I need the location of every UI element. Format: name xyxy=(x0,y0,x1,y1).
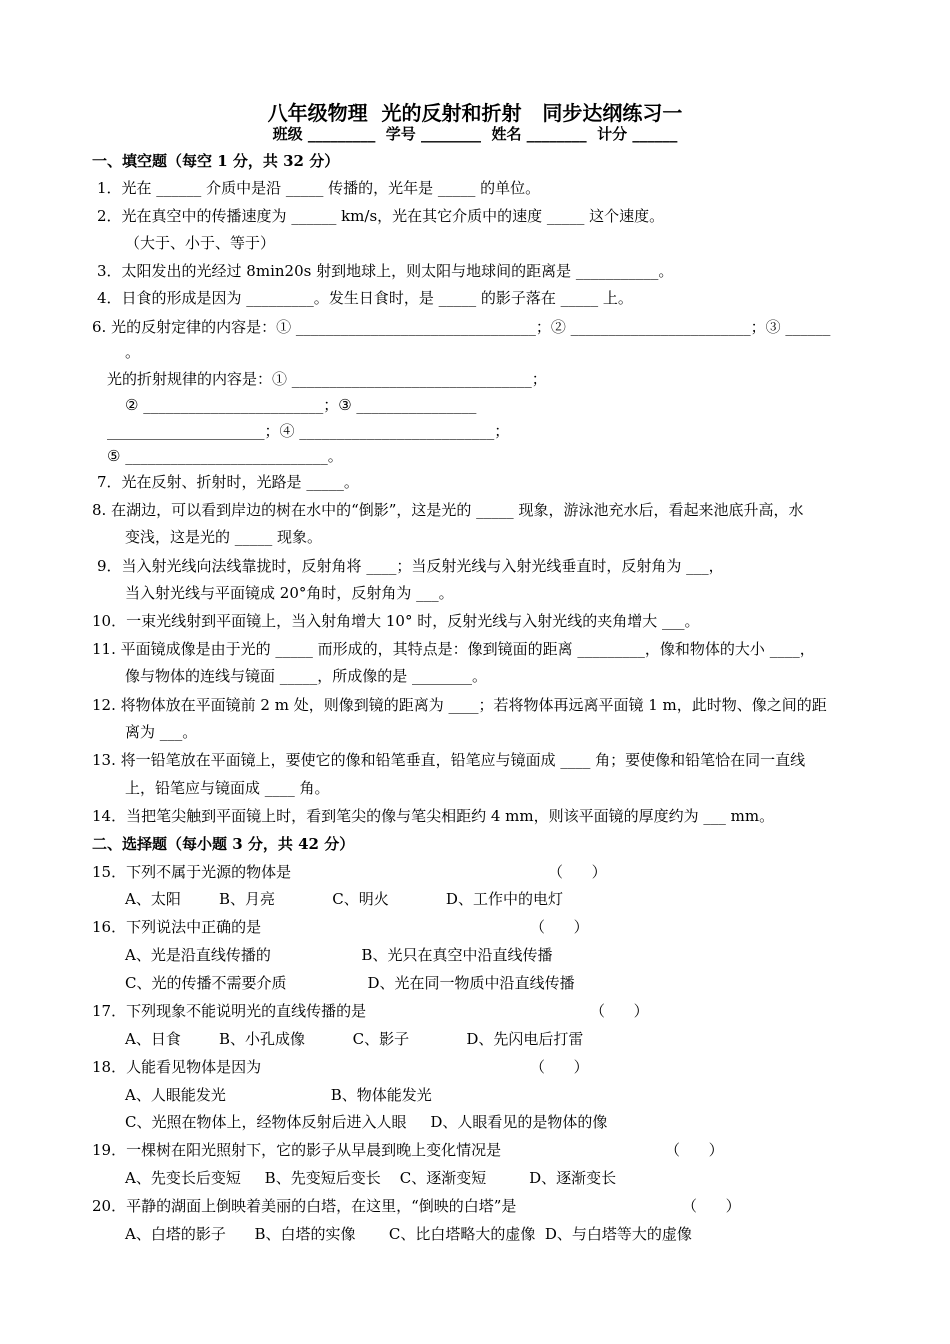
question-20-options: A、白塔的影子 B、白塔的实像 C、比白塔略大的虚像 D、与白塔等大的虚像 xyxy=(125,1225,692,1243)
question-16-options-cd: C、光的传播不需要介质 D、光在同一物质中沿直线传播 xyxy=(125,974,575,992)
question-9-cont: 当入射光线与平面镜成 20°角时，反射角为 ___。 xyxy=(125,584,454,602)
answer-bracket-18: （ ） xyxy=(530,1058,589,1076)
question-16: 16．下列说法中正确的是 xyxy=(92,918,262,936)
question-15: 15．下列不属于光源的物体是 xyxy=(92,863,292,881)
student-info-line: 班级 _________ 学号 ________ 姓名 ________ 计分 ______ xyxy=(272,125,678,143)
section-heading-choice: 二、选择题（每小题 3 分，共 42 分） xyxy=(92,835,355,853)
question-14: 14．当把笔尖触到平面镜上时，看到笔尖的像与笔尖相距约 4 mm，则该平面镜的厚度约为 ___ mm。 xyxy=(92,807,775,825)
answer-bracket-20: （ ） xyxy=(682,1197,741,1215)
question-17-options: A、日食 B、小孔成像 C、影子 D、先闪电后打雷 xyxy=(125,1030,584,1048)
question-20: 20．平静的湖面上倒映着美丽的白塔，在这里，“倒映的白塔”是 xyxy=(92,1197,517,1215)
page-title: 八年级物理 光的反射和折射 同步达纲练习一 xyxy=(267,101,683,125)
question-11-cont: 像与物体的连线与镜面 _____，所成像的是 ________。 xyxy=(125,667,488,685)
question-13-cont: 上，铅笔应与镜面成 ____ 角。 xyxy=(125,779,330,797)
question-18: 18．人能看见物体是因为 xyxy=(92,1058,262,1076)
question-12-cont: 离为 ___。 xyxy=(125,723,198,741)
question-8: 8. 在湖边，可以看到岸边的树在水中的“倒影”，这是光的 _____ 现象，游泳池充水后，看起来池底升高，水 xyxy=(92,501,804,519)
question-4: 4．日食的形成是因为 _________。发生日食时，是 _____ 的影子落在 _____ 上。 xyxy=(97,289,633,307)
question-8-cont: 变浅，这是光的 _____ 现象。 xyxy=(125,528,323,546)
question-18-options-cd: C、光照在物体上，经物体反射后进入人眼 D、人眼看见的是物体的像 xyxy=(125,1113,608,1131)
question-19: 19．一棵树在阳光照射下，它的影子从早晨到晚上变化情况是 xyxy=(92,1141,502,1159)
refraction-law-line-4: ⑤ ___________________________。 xyxy=(107,447,343,465)
question-7: 7．光在反射、折射时，光路是 _____。 xyxy=(97,473,359,491)
question-9: 9．当入射光线向法线靠拢时，反射角将 ____；当反射光线与入射光线垂直时，反射角为 ___， xyxy=(97,557,724,575)
answer-bracket-15: （ ） xyxy=(548,863,607,881)
question-2-options: （大于、小于、等于） xyxy=(125,234,276,252)
question-15-options: A、太阳 B、月亮 C、明火 D、工作中的电灯 xyxy=(125,890,563,908)
question-12: 12. 将物体放在平面镜前 2 m 处，则像到镜的距离为 ____；若将物体再远离平面镜 1 m，此时物、像之间的距 xyxy=(92,696,827,714)
answer-bracket-16: （ ） xyxy=(530,918,589,936)
question-2: 2．光在真空中的传播速度为 ______ km/s，光在其它介质中的速度 _____ 这个速度。 xyxy=(97,207,665,225)
section-heading-fill: 一、填空题（每空 1 分，共 32 分） xyxy=(92,152,340,170)
answer-bracket-19: （ ） xyxy=(665,1141,724,1159)
question-11: 11. 平面镜成像是由于光的 _____ 而形成的，其特点是：像到镜面的距离 _________，像和物体的大小 ____， xyxy=(92,640,815,658)
answer-bracket-17: （ ） xyxy=(590,1002,649,1020)
question-17: 17．下列现象不能说明光的直线传播的是 xyxy=(92,1002,367,1020)
question-1: 1．光在 ______ 介质中是沿 _____ 传播的，光年是 _____ 的单位。 xyxy=(97,179,541,197)
question-18-options-ab: A、人眼能发光 B、物体能发光 xyxy=(125,1086,432,1104)
refraction-law-line-3: _____________________；④ __________________________； xyxy=(107,422,510,440)
question-3: 3．太阳发出的光经过 8min20s 射到地球上，则太阳与地球间的距离是 ___________。 xyxy=(97,262,674,280)
question-13: 13. 将一铅笔放在平面镜上，要使它的像和铅笔垂直，铅笔应与镜面成 ____ 角；要使像和铅笔恰在同一直线 xyxy=(92,751,806,769)
refraction-law-line-2: ② ________________________；③ ________________ xyxy=(125,396,477,414)
question-19-options: A、先变长后变短 B、先变短后变长 C、逐渐变短 D、逐渐变长 xyxy=(125,1169,617,1187)
question-6-end: 。 xyxy=(125,343,141,361)
question-16-options-ab: A、光是沿直线传播的 B、光只在真空中沿直线传播 xyxy=(125,946,553,964)
question-6: 6. 光的反射定律的内容是：① ________________________________；② ________________________；③ ______ xyxy=(92,318,831,336)
question-10: 10．一束光线射到平面镜上，当入射角增大 10° 时，反射光线与入射光线的夹角增大 ___。 xyxy=(92,612,700,630)
refraction-law-line: 光的折射规律的内容是：① ________________________________； xyxy=(107,370,547,388)
